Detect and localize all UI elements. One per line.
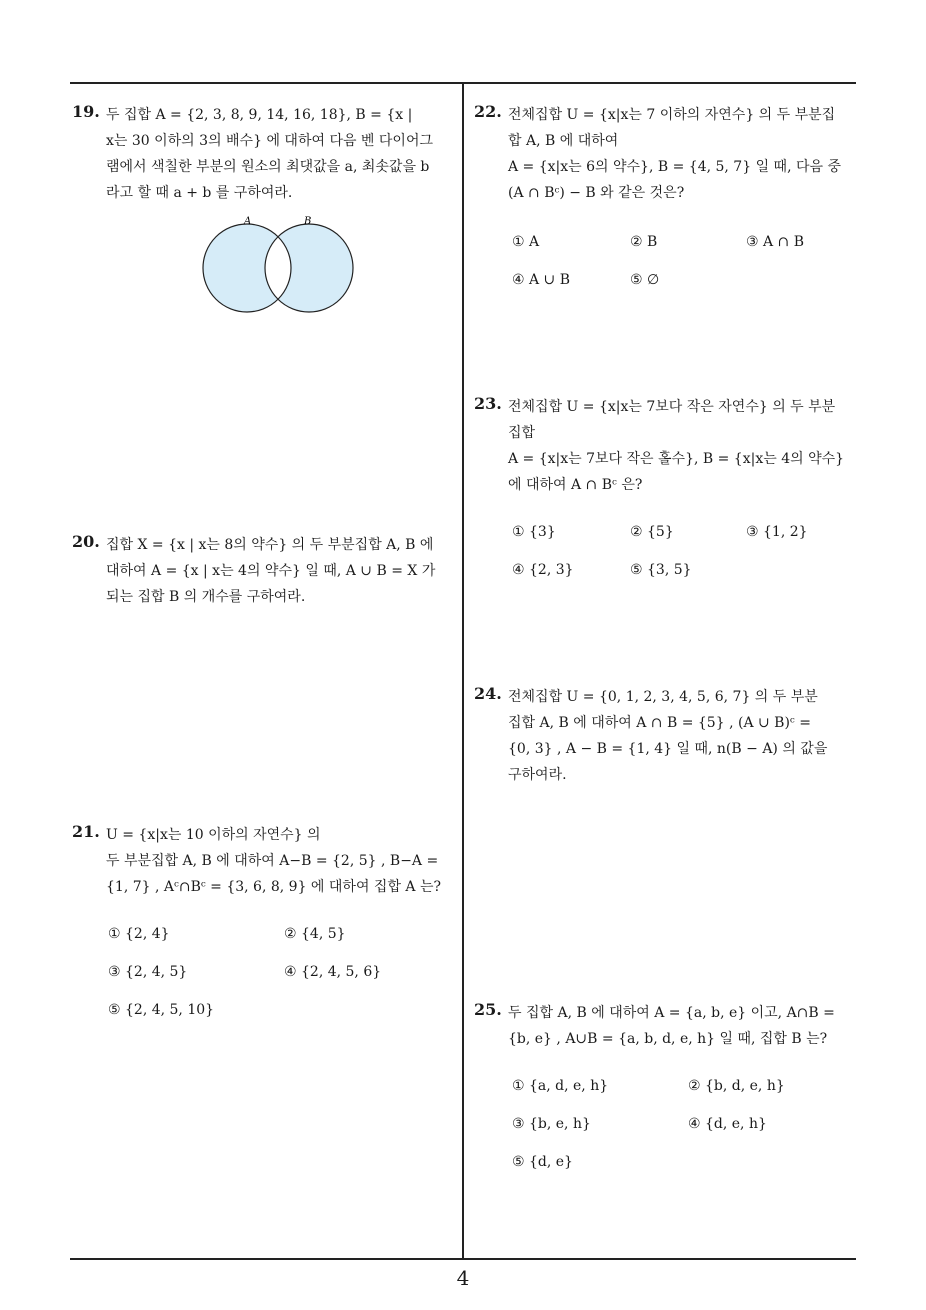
problem-line: {0, 3} , A − B = {1, 4} 일 때, n(B − A) 의 값을 — [508, 741, 828, 757]
problem-line: 전체집합 U = {x|x는 7 이하의 자연수} 의 두 부분집 — [508, 107, 836, 123]
problem-number: 21. — [72, 822, 100, 841]
problem-line: 램에서 색칠한 부분의 원소의 최댓값을 a, 최솟값을 b — [106, 159, 430, 175]
problem-text — [106, 102, 456, 206]
choice-3[interactable]: ③ A ∩ B — [746, 234, 805, 250]
problem-line: 전체집합 U = {x|x는 7보다 작은 자연수} 의 두 부분 — [508, 399, 836, 415]
problem-24 — [474, 684, 858, 788]
choice-1[interactable]: ① {2, 4} — [108, 926, 170, 942]
problem-line: x는 30 이하의 3의 배수} 에 대하여 다음 벤 다이어그 — [106, 133, 434, 149]
problem-number: 19. — [72, 102, 100, 121]
choice-2[interactable]: ② B — [630, 234, 658, 250]
problem-line: 두 부분집합 A, B 에 대하여 A−B = {2, 5} , B−A = — [106, 853, 439, 869]
problem-line: A = {x|x는 7보다 작은 홀수}, B = {x|x는 4의 약수} — [508, 451, 845, 467]
problem-line: A = {x|x는 6의 약수}, B = {4, 5, 7} 일 때, 다음 중 — [508, 159, 841, 175]
problem-line: {b, e} , A∪B = {a, b, d, e, h} 일 때, 집합 B 는? — [508, 1031, 828, 1047]
choice-5[interactable]: ⑤ ∅ — [630, 272, 660, 288]
problem-number: 20. — [72, 532, 100, 551]
problem-text — [508, 1000, 858, 1052]
problem-line: 되는 집합 B 의 개수를 구하여라. — [106, 589, 306, 605]
choice-4[interactable]: ④ {2, 3} — [512, 562, 574, 578]
problem-line: 전체집합 U = {0, 1, 2, 3, 4, 5, 6, 7} 의 두 부분 — [508, 689, 818, 705]
problem-line: 구하여라. — [508, 767, 567, 783]
choice-5[interactable]: ⑤ {d, e} — [512, 1154, 573, 1170]
choice-3[interactable]: ③ {1, 2} — [746, 524, 808, 540]
problem-19 — [72, 102, 456, 206]
choice-1[interactable]: ① {a, d, e, h} — [512, 1078, 609, 1094]
problem-number: 22. — [474, 102, 502, 121]
problem-text — [508, 684, 858, 788]
venn-label-b: B — [304, 216, 312, 227]
choice-5[interactable]: ⑤ {2, 4, 5, 10} — [108, 1002, 215, 1018]
choice-3[interactable]: ③ {2, 4, 5} — [108, 964, 188, 980]
problem-line: (A ∩ Bᶜ) − B 와 같은 것은? — [508, 185, 685, 201]
problem-text — [106, 822, 456, 900]
problem-23 — [474, 394, 858, 498]
choice-4[interactable]: ④ A ∪ B — [512, 272, 571, 288]
choice-2[interactable]: ② {5} — [630, 524, 674, 540]
problem-line: 집합 — [508, 425, 536, 441]
problem-22 — [474, 102, 858, 206]
problem-line: 에 대하여 A ∩ Bᶜ 은? — [508, 477, 643, 493]
choice-1[interactable]: ① {3} — [512, 524, 556, 540]
venn-diagram — [202, 214, 358, 314]
problem-21 — [72, 822, 456, 900]
bottom-rule — [70, 1258, 856, 1260]
problem-number: 24. — [474, 684, 502, 703]
problem-number: 25. — [474, 1000, 502, 1019]
problem-line: U = {x|x는 10 이하의 자연수} 의 — [106, 827, 321, 843]
problem-line: 집합 A, B 에 대하여 A ∩ B = {5} , (A ∪ B)ᶜ = — [508, 715, 811, 731]
problem-text — [508, 102, 858, 206]
choice-5[interactable]: ⑤ {3, 5} — [630, 562, 692, 578]
problem-number: 23. — [474, 394, 502, 413]
choice-4[interactable]: ④ {2, 4, 5, 6} — [284, 964, 382, 980]
column-divider — [462, 84, 464, 1259]
problem-line: 집합 X = {x | x는 8의 약수} 의 두 부분집합 A, B 에 — [106, 537, 434, 553]
problem-line: 라고 할 때 a + b 를 구하여라. — [106, 185, 293, 201]
choice-3[interactable]: ③ {b, e, h} — [512, 1116, 591, 1132]
problem-line: {1, 7} , Aᶜ∩Bᶜ = {3, 6, 8, 9} 에 대하여 집합 A 는? — [106, 879, 442, 895]
choice-2[interactable]: ② {b, d, e, h} — [688, 1078, 785, 1094]
page-number: 4 — [456, 1266, 470, 1290]
choice-1[interactable]: ① A — [512, 234, 540, 250]
choice-4[interactable]: ④ {d, e, h} — [688, 1116, 767, 1132]
problem-25 — [474, 1000, 858, 1052]
problem-20 — [72, 532, 456, 610]
problem-line: 두 집합 A = {2, 3, 8, 9, 14, 16, 18}, B = {x | — [106, 107, 413, 123]
venn-label-a: A — [244, 216, 252, 227]
problem-text — [106, 532, 456, 610]
problem-line: 두 집합 A, B 에 대하여 A = {a, b, e} 이고, A∩B = — [508, 1005, 835, 1021]
problem-line: 대하여 A = {x | x는 4의 약수} 일 때, A ∪ B = X 가 — [106, 563, 436, 579]
problem-text — [508, 394, 858, 498]
problem-line: 합 A, B 에 대하여 — [508, 133, 619, 149]
choice-2[interactable]: ② {4, 5} — [284, 926, 346, 942]
